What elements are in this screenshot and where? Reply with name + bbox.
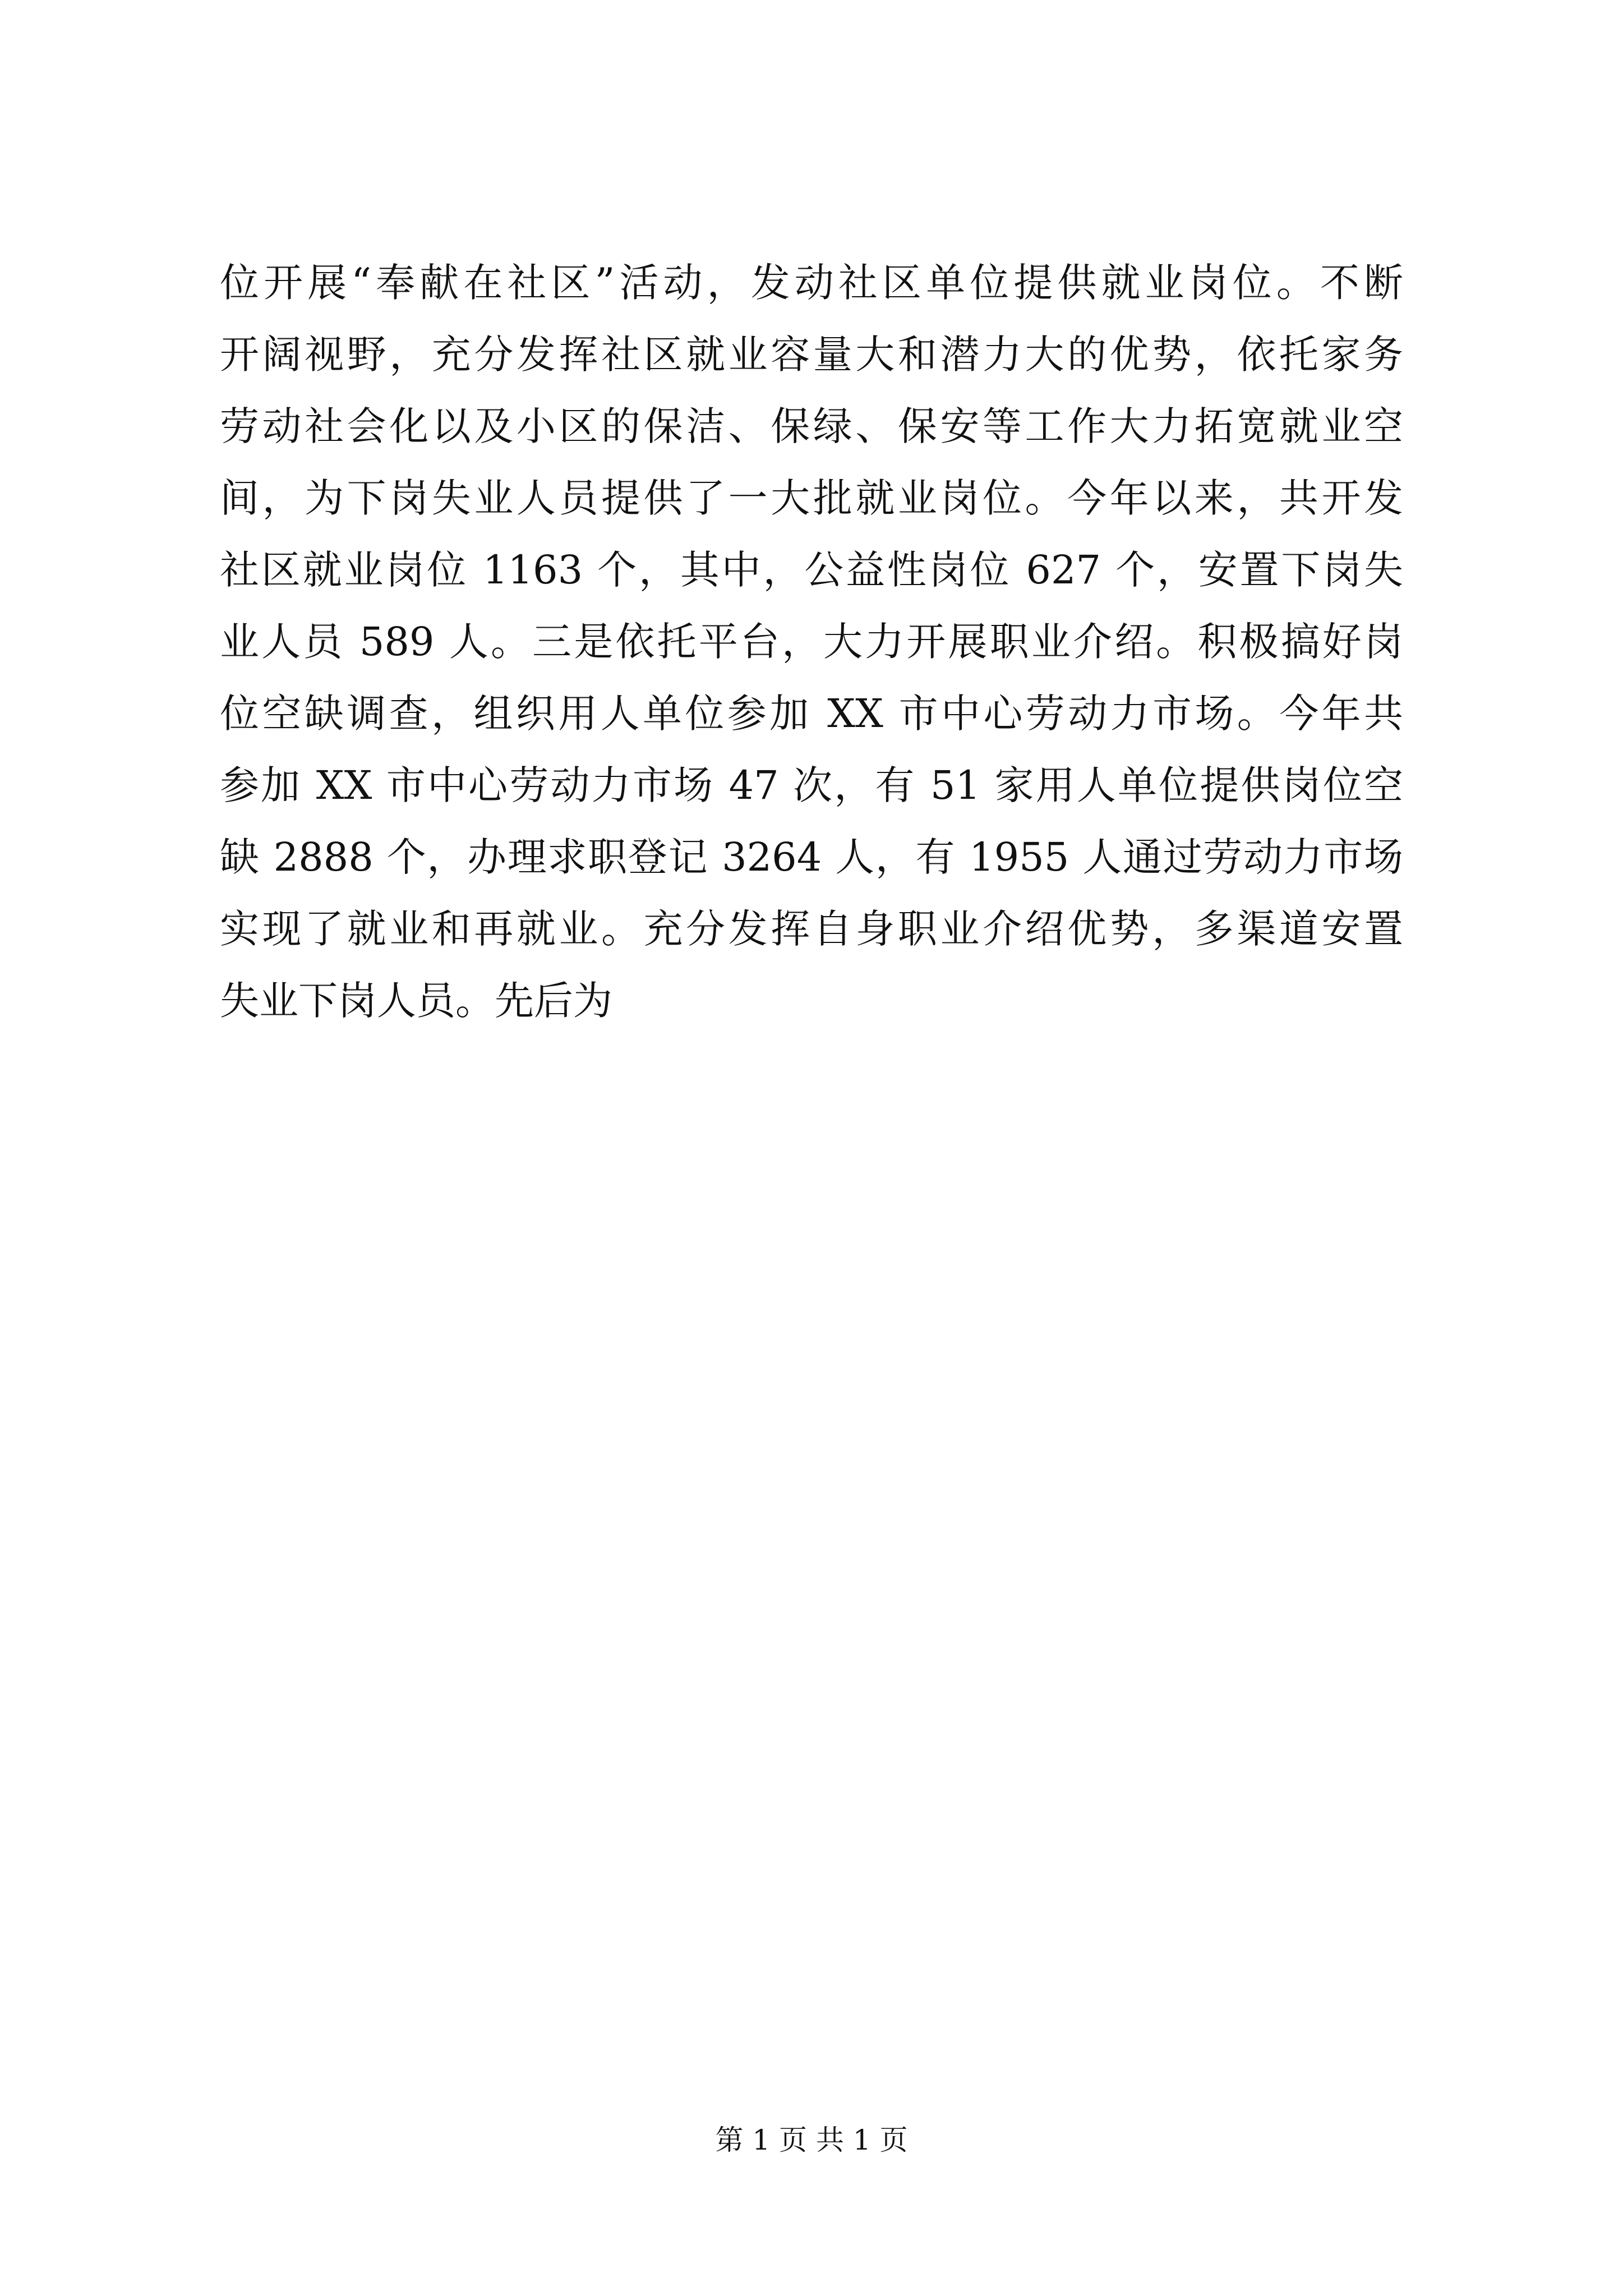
text-line-last: 失业下岗人员。先后为 xyxy=(220,978,612,1024)
text-line: 业人员 589 人。三是依托平台，大力开展职业介绍。积极搞好岗 xyxy=(220,619,1403,665)
text-line: 参加 XX 市中心劳动力市场 47 次，有 51 家用人单位提供岗位空 xyxy=(220,762,1403,808)
text-line: 位开展“奉献在社区”活动，发动社区单位提供就业岗位。不断 xyxy=(220,260,1403,306)
text-line: 缺 2888 个，办理求职登记 3264 人，有 1955 人通过劳动力市场 xyxy=(220,834,1403,880)
text-line: 位空缺调查，组织用人单位参加 XX 市中心劳动力市场。今年共 xyxy=(220,691,1403,737)
page-footer: 第 1 页 共 1 页 xyxy=(715,2124,908,2156)
text-line: 间，为下岗失业人员提供了一大批就业岗位。今年以来，共开发 xyxy=(220,475,1403,521)
body-paragraph xyxy=(220,247,1403,1037)
text-line: 社区就业岗位 1163 个，其中，公益性岗位 627 个，安置下岗失 xyxy=(220,547,1403,593)
text-line: 实现了就业和再就业。充分发挥自身职业介绍优势，多渠道安置 xyxy=(220,906,1403,952)
text-line: 劳动社会化以及小区的保洁、保绿、保安等工作大力拓宽就业空 xyxy=(220,403,1403,449)
text-line: 开阔视野，充分发挥社区就业容量大和潜力大的优势，依托家务 xyxy=(220,332,1403,378)
